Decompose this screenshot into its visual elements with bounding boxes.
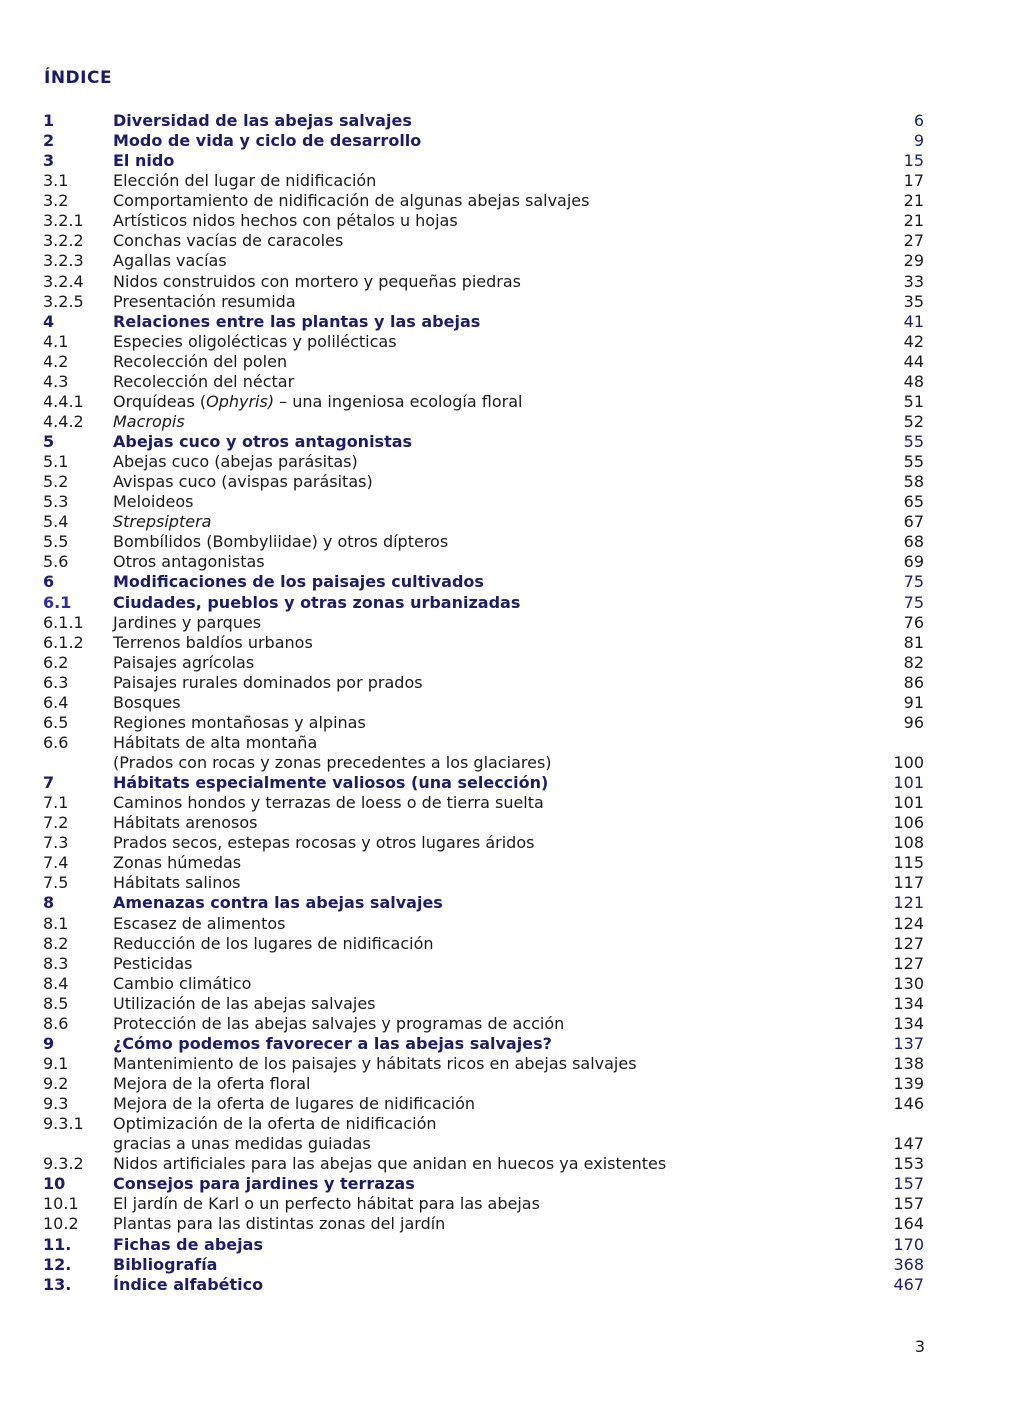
toc-entry[interactable] <box>0 934 1024 954</box>
toc-entry-page: 127 <box>893 953 924 973</box>
toc-entry-number: 4.4.1 <box>43 391 84 411</box>
toc-entry-title: Agallas vacías <box>113 251 227 271</box>
toc-entry-page: 86 <box>903 672 924 692</box>
toc-entry-title: Presentación resumida <box>113 291 296 311</box>
toc-entry[interactable] <box>0 713 1024 733</box>
toc-entry-number: 6.1.1 <box>43 612 84 632</box>
toc-entry-number: 9 <box>43 1033 55 1053</box>
toc-entry-number: 9.3.2 <box>43 1154 84 1174</box>
toc-entry[interactable] <box>0 1275 1024 1295</box>
toc-entry-page: 9 <box>913 131 924 151</box>
toc-entry[interactable] <box>0 893 1024 913</box>
toc-entry-number: 5.1 <box>43 452 69 472</box>
page-number: 3 <box>914 1337 925 1356</box>
toc-entry-title: Caminos hondos y terrazas de loess o de tierra suelta <box>113 793 544 813</box>
toc-entry[interactable] <box>0 673 1024 693</box>
toc-entry-title-italic: Ophyris) <box>206 391 275 411</box>
toc-entry[interactable] <box>0 312 1024 332</box>
toc-entry[interactable] <box>0 372 1024 392</box>
toc-entry[interactable] <box>0 1194 1024 1214</box>
toc-entry-title: (Prados con rocas y zonas precedentes a los glaciares) <box>113 753 552 772</box>
toc-entry-number: 4.1 <box>43 331 69 351</box>
toc-entry-title: Avispas cuco (avispas parásitas) <box>113 472 373 492</box>
toc-entry-page: 115 <box>893 853 924 873</box>
toc-entry-number: 7.5 <box>43 873 69 893</box>
toc-entry-number: 3.2 <box>43 191 69 211</box>
toc-entry[interactable] <box>0 211 1024 231</box>
toc-entry-page: 101 <box>893 773 924 793</box>
toc-entry-title: Paisajes agrícolas <box>113 652 255 672</box>
toc-entry-number: 3.2.1 <box>43 211 84 231</box>
toc-entry-title: Consejos para jardines y terrazas <box>113 1174 415 1194</box>
toc-entry-number: 13. <box>43 1274 72 1294</box>
toc-entry-title: Modo de vida y ciclo de desarrollo <box>113 131 422 151</box>
toc-entry-number: 4.3 <box>43 371 69 391</box>
toc-entry-number: 5.6 <box>43 552 69 572</box>
toc-entry-number: 11. <box>43 1234 72 1254</box>
toc-entry-title: Meloideos <box>113 492 194 512</box>
toc-entry-title-italic: Strepsiptera <box>113 512 212 532</box>
toc-entry-page: 164 <box>893 1214 924 1234</box>
toc-entry[interactable] <box>0 492 1024 512</box>
toc-entry[interactable] <box>0 191 1024 211</box>
toc-entry-page: 117 <box>893 873 924 893</box>
toc-entry[interactable] <box>0 231 1024 251</box>
toc-entry-number: 9.1 <box>43 1053 69 1073</box>
toc-entry[interactable] <box>0 914 1024 934</box>
toc-entry-number: 5 <box>43 432 55 451</box>
toc-entry-page: 146 <box>893 1094 924 1114</box>
toc-entry-number: 6.2 <box>43 652 69 672</box>
toc-entry[interactable] <box>0 653 1024 673</box>
toc-entry-page: 69 <box>903 552 924 572</box>
toc-entry-title: gracias a unas medidas guiadas <box>113 1134 371 1154</box>
toc-entry[interactable] <box>0 151 1024 171</box>
toc-entry-page: 68 <box>903 532 924 552</box>
toc-entry-page: 127 <box>893 933 924 953</box>
toc-entry-number: 10.2 <box>43 1214 79 1234</box>
toc-entry-number: 9.3.1 <box>43 1114 84 1134</box>
toc-entry-number: 12. <box>43 1254 72 1274</box>
toc-entry-page: 91 <box>903 692 924 712</box>
toc-entry-number: 8.5 <box>43 993 69 1013</box>
toc-entry-page: 81 <box>903 632 924 652</box>
toc-entry-page: 76 <box>903 612 924 632</box>
toc-entry-title: Abejas cuco y otros antagonistas <box>113 432 413 451</box>
toc-entry-page: 101 <box>893 793 924 813</box>
toc-entry[interactable] <box>0 1214 1024 1234</box>
toc-entry[interactable] <box>0 332 1024 352</box>
toc-entry[interactable] <box>0 1134 1024 1154</box>
toc-entry[interactable] <box>0 171 1024 191</box>
toc-entry[interactable] <box>0 1034 1024 1054</box>
toc-entry-number: 7.3 <box>43 833 69 853</box>
toc-entry[interactable] <box>0 873 1024 893</box>
toc-entry-page: 130 <box>893 973 924 993</box>
toc-entry[interactable] <box>0 1014 1024 1034</box>
toc-entry-number: 6.1.2 <box>43 632 84 652</box>
toc-entry-number: 5.4 <box>43 512 69 532</box>
toc-entry-page: 121 <box>893 893 924 913</box>
toc-entry[interactable] <box>0 512 1024 532</box>
toc-entry-title: Artísticos nidos hechos con pétalos u hojas <box>113 211 458 231</box>
toc-entry-number: 10.1 <box>43 1194 79 1214</box>
toc-entry-page: 75 <box>903 572 924 592</box>
toc-entry[interactable] <box>0 1074 1024 1094</box>
toc-entry-page: 467 <box>893 1274 924 1294</box>
toc-entry-title: El nido <box>113 151 175 171</box>
toc-entry-page: 67 <box>903 512 924 532</box>
toc-entry-title: Recolección del polen <box>113 351 288 371</box>
toc-entry-title: Diversidad de las abejas salvajes <box>113 111 412 130</box>
toc-entry-number: 9.2 <box>43 1074 69 1093</box>
toc-entry-title: Prados secos, estepas rocosas y otros lugares áridos <box>113 833 535 853</box>
toc-entry[interactable] <box>0 1114 1024 1134</box>
toc-entry-title: Bibliografía <box>113 1254 218 1274</box>
toc-entry-number: 3 <box>43 151 55 171</box>
toc-entry-number: 3.2.5 <box>43 291 84 311</box>
toc-entry-page: 147 <box>893 1134 924 1154</box>
toc-entry[interactable] <box>0 1094 1024 1114</box>
toc-entry-page: 96 <box>903 712 924 732</box>
toc-entry-number: 7.4 <box>43 853 69 873</box>
toc-entry-number: 4.2 <box>43 351 69 371</box>
toc-entry[interactable] <box>0 974 1024 994</box>
toc-entry-title: Abejas cuco (abejas parásitas) <box>113 452 358 472</box>
toc-entry-page: 153 <box>893 1154 924 1174</box>
toc-entry-page: 138 <box>893 1053 924 1073</box>
toc-entry-number: 3.2.4 <box>43 271 84 291</box>
toc-entry-title <box>113 512 211 532</box>
toc-entry-title: Zonas húmedas <box>113 853 242 873</box>
toc-entry[interactable] <box>0 813 1024 833</box>
toc-entry[interactable] <box>0 733 1024 753</box>
toc-entry-number: 6.1 <box>43 592 72 612</box>
toc-entry-page: 27 <box>903 231 924 251</box>
toc-entry-page: 137 <box>893 1033 924 1053</box>
toc-entry-number: 4 <box>43 311 55 331</box>
toc-entry-title: Jardines y parques <box>113 612 262 632</box>
toc-entry-page: 108 <box>893 833 924 853</box>
toc-entry[interactable] <box>0 412 1024 432</box>
toc-entry[interactable] <box>0 593 1024 613</box>
toc-entry-page: 42 <box>903 331 924 351</box>
toc-entry-number: 8.2 <box>43 933 69 953</box>
toc-entry-title: Conchas vacías de caracoles <box>113 231 344 251</box>
toc-entry-title: Modificaciones de los paisajes cultivados <box>113 572 484 592</box>
toc-entry-page: 52 <box>903 411 924 431</box>
toc-entry[interactable] <box>0 853 1024 873</box>
toc-entry-title <box>113 392 522 412</box>
toc-entry[interactable] <box>0 833 1024 853</box>
toc-entry-page: 170 <box>893 1234 924 1254</box>
toc-entry[interactable] <box>0 572 1024 592</box>
toc-entry-page: 82 <box>903 652 924 672</box>
toc-entry-title: Elección del lugar de nidificación <box>113 171 377 191</box>
toc-entry-page: 368 <box>893 1254 924 1274</box>
toc-entry[interactable] <box>0 753 1024 773</box>
toc-entry[interactable] <box>0 1174 1024 1194</box>
toc-entry[interactable] <box>0 452 1024 472</box>
toc-entry[interactable] <box>0 1054 1024 1074</box>
toc-entry[interactable] <box>0 793 1024 813</box>
toc-entry-number: 6.5 <box>43 712 69 732</box>
toc-entry[interactable] <box>0 1255 1024 1275</box>
toc-entry-page: 33 <box>903 271 924 291</box>
toc-entry-number: 6.4 <box>43 692 69 712</box>
toc-entry-page: 58 <box>903 472 924 492</box>
toc-entry-title-part: Orquídeas ( <box>113 391 207 411</box>
toc-entry-number: 10 <box>43 1174 66 1194</box>
toc-entry[interactable] <box>0 532 1024 552</box>
toc-entry-title: Plantas para las distintas zonas del jardín <box>113 1214 446 1234</box>
toc-entry-page: 55 <box>903 452 924 472</box>
toc-entry[interactable] <box>0 1154 1024 1174</box>
toc-entry-title: Bosques <box>113 692 181 712</box>
toc-entry-title: Hábitats salinos <box>113 873 241 893</box>
toc-entry-page: 134 <box>893 993 924 1013</box>
toc-entry-title: Mejora de la oferta de lugares de nidificación <box>113 1094 476 1114</box>
toc-entry-title: Pesticidas <box>113 953 193 973</box>
toc-entry-number: 6.6 <box>43 732 69 752</box>
toc-entry-title: Nidos artificiales para las abejas que anidan en huecos ya existentes <box>113 1154 667 1174</box>
toc-entry-title: Escasez de alimentos <box>113 913 286 933</box>
toc-list <box>0 111 1024 1295</box>
toc-entry-title: ¿Cómo podemos favorecer a las abejas salvajes? <box>113 1033 552 1053</box>
toc-entry[interactable] <box>0 773 1024 793</box>
toc-entry-page: 157 <box>893 1174 924 1194</box>
toc-entry[interactable] <box>0 472 1024 492</box>
toc-entry-number: 8.3 <box>43 953 69 973</box>
toc-entry[interactable] <box>0 272 1024 292</box>
toc-entry[interactable] <box>0 352 1024 372</box>
toc-entry[interactable] <box>0 392 1024 412</box>
toc-entry-number: 6.3 <box>43 672 69 692</box>
toc-entry-page: 100 <box>893 753 924 772</box>
toc-entry-title: Relaciones entre las plantas y las abejas <box>113 311 481 331</box>
toc-entry-number: 5.3 <box>43 492 69 512</box>
toc-entry-number: 3.2.3 <box>43 251 84 271</box>
toc-entry-number: 8 <box>43 893 55 913</box>
toc-entry[interactable] <box>0 1235 1024 1255</box>
toc-entry-page: 48 <box>903 371 924 391</box>
toc-entry-title: Especies oligolécticas y polilécticas <box>113 331 397 351</box>
toc-entry-title: Comportamiento de nidificación de algunas abejas salvajes <box>113 191 590 211</box>
toc-entry-title: Fichas de abejas <box>113 1234 263 1254</box>
toc-entry-page: 21 <box>903 211 924 231</box>
toc-entry-number: 9.3 <box>43 1094 69 1114</box>
toc-entry-title: Reducción de los lugares de nidificación <box>113 933 434 953</box>
toc-entry[interactable] <box>0 292 1024 312</box>
toc-entry-title: Amenazas contra las abejas salvajes <box>113 893 443 913</box>
toc-entry[interactable] <box>0 111 1024 131</box>
toc-entry[interactable] <box>0 613 1024 633</box>
toc-entry-number: 8.6 <box>43 1013 69 1033</box>
toc-entry-title: Índice alfabético <box>113 1274 264 1294</box>
toc-entry[interactable] <box>0 994 1024 1014</box>
toc-entry-page: 17 <box>903 171 924 191</box>
toc-entry-number: 5.5 <box>43 532 69 552</box>
toc-entry-title: Utilización de las abejas salvajes <box>113 993 376 1013</box>
toc-entry-page: 44 <box>903 351 924 371</box>
toc-entry-page: 106 <box>893 813 924 833</box>
toc-entry-title: Paisajes rurales dominados por prados <box>113 672 423 692</box>
toc-entry-page: 35 <box>903 291 924 311</box>
toc-entry-title: Mejora de la oferta floral <box>113 1074 311 1093</box>
toc-entry-number: 6 <box>43 572 55 592</box>
toc-entry-title: Optimización de la oferta de nidificación <box>113 1114 437 1134</box>
toc-entry[interactable] <box>0 552 1024 572</box>
toc-entry-title: Nidos construidos con mortero y pequeñas piedras <box>113 271 522 291</box>
toc-entry-title-italic: Macropis <box>113 411 185 431</box>
toc-entry[interactable] <box>0 432 1024 452</box>
toc-entry-page: 29 <box>903 251 924 271</box>
toc-entry-title: Hábitats arenosos <box>113 813 258 833</box>
toc-entry-title: Ciudades, pueblos y otras zonas urbanizadas <box>113 592 521 612</box>
toc-entry-page: 21 <box>903 191 924 211</box>
toc-entry-page: 139 <box>893 1074 924 1093</box>
toc-entry-number: 7.1 <box>43 793 69 813</box>
toc-entry-page: 6 <box>913 111 924 130</box>
toc-entry-page: 65 <box>903 492 924 512</box>
toc-entry[interactable] <box>0 131 1024 151</box>
page-title: ÍNDICE <box>44 68 113 88</box>
toc-entry-number: 3.1 <box>43 171 69 191</box>
toc-entry[interactable] <box>0 251 1024 271</box>
toc-entry-number: 7 <box>43 773 55 793</box>
toc-entry-page: 41 <box>903 311 924 331</box>
toc-entry-title: Hábitats de alta montaña <box>113 732 318 752</box>
toc-entry-title: Protección de las abejas salvajes y programas de acción <box>113 1013 565 1033</box>
toc-entry[interactable] <box>0 633 1024 653</box>
toc-entry-page: 51 <box>903 391 924 411</box>
toc-entry-page: 75 <box>903 592 924 612</box>
toc-entry-page: 55 <box>903 432 924 451</box>
toc-entry-title: Bombílidos (Bombyliidae) y otros dípteros <box>113 532 449 552</box>
toc-entry-page: 134 <box>893 1013 924 1033</box>
toc-entry[interactable] <box>0 954 1024 974</box>
toc-entry-title <box>113 412 185 432</box>
toc-entry-title: Terrenos baldíos urbanos <box>113 632 313 652</box>
toc-entry-number: 2 <box>43 131 55 151</box>
toc-entry-title: Recolección del néctar <box>113 371 295 391</box>
toc-entry-title: Cambio climático <box>113 973 252 993</box>
toc-entry-number: 8.4 <box>43 973 69 993</box>
toc-entry-number: 1 <box>43 111 55 130</box>
toc-entry-title: Mantenimiento de los paisajes y hábitats ricos en abejas salvajes <box>113 1053 637 1073</box>
toc-entry-title: Regiones montañosas y alpinas <box>113 712 366 732</box>
toc-entry-number: 7.2 <box>43 813 69 833</box>
toc-entry-number: 4.4.2 <box>43 411 84 431</box>
toc-entry-number: 3.2.2 <box>43 231 84 251</box>
toc-entry-page: 124 <box>893 913 924 933</box>
toc-entry-page: 15 <box>903 151 924 171</box>
toc-entry-number: 5.2 <box>43 472 69 492</box>
toc-entry-number: 8.1 <box>43 913 69 933</box>
toc-entry-title: Otros antagonistas <box>113 552 265 572</box>
toc-entry-title: El jardín de Karl o un perfecto hábitat para las abejas <box>113 1194 540 1214</box>
toc-entry[interactable] <box>0 693 1024 713</box>
toc-entry-title-part: – una ingeniosa ecología floral <box>274 391 523 411</box>
toc-entry-title: Hábitats especialmente valiosos (una selección) <box>113 773 549 793</box>
toc-entry-page: 157 <box>893 1194 924 1214</box>
